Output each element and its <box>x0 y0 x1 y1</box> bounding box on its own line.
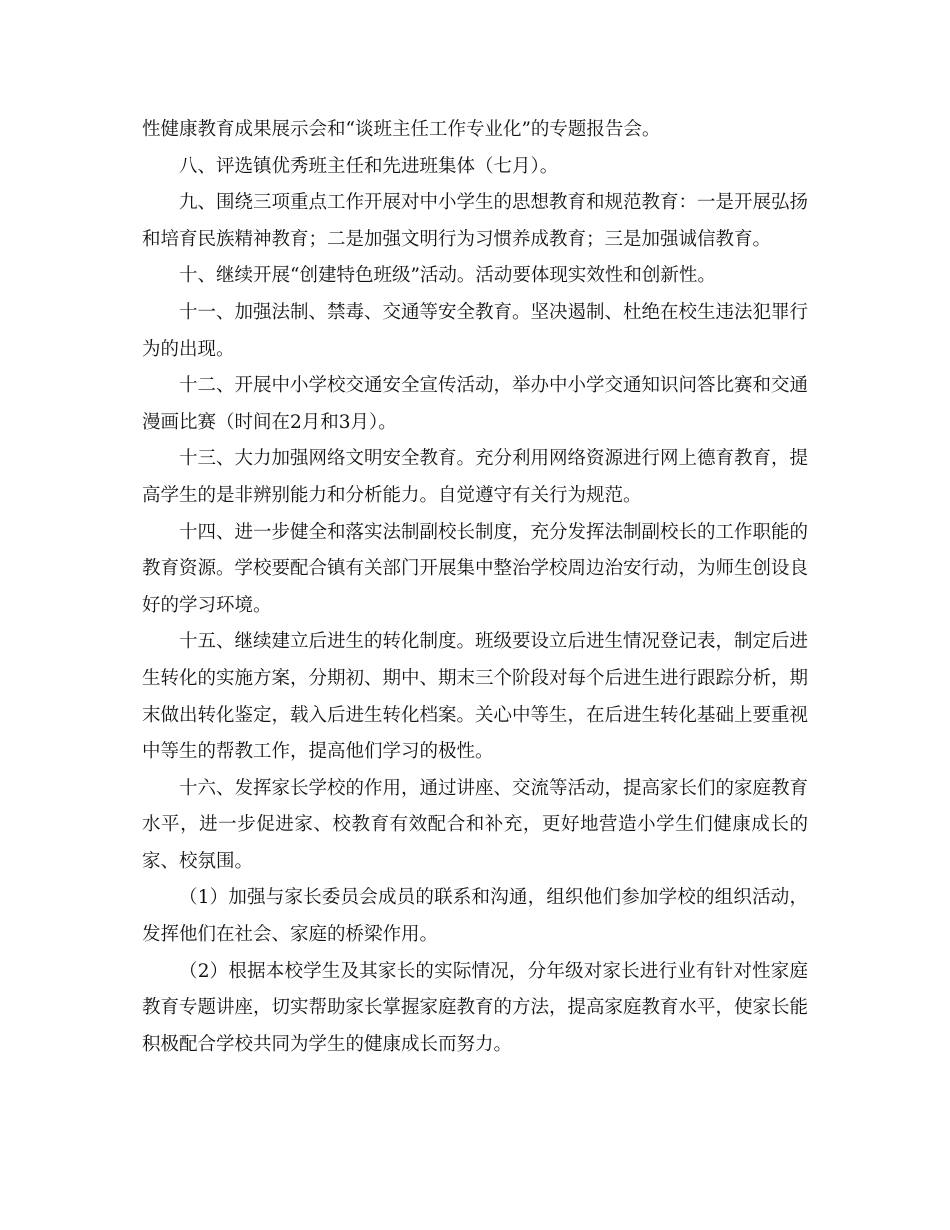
paragraph-item-10: 十、继续开展“创建特色班级”活动。活动要体现实效性和创新性。 <box>179 265 716 287</box>
document-page <box>142 112 808 1063</box>
paragraph-item-12: 十二、开展中小学校交通安全宣传活动，举办中小学交通知识问答比赛和交通漫画比赛（时间在2月和3月）。 <box>142 375 809 433</box>
paragraph-item-13: 十三、大力加强网络文明安全教育。充分利用网络资源进行网上德育教育，提高学生的是非辨别能力和分析能力。自觉遵守有关行为规范。 <box>142 448 809 506</box>
paragraph-item-11: 十一、加强法制、禁毒、交通等安全教育。坚决遏制、杜绝在校生违法犯罪行为的出现。 <box>142 301 809 360</box>
paragraph-continued: 性健康教育成果展示会和“谈班主任工作专业化”的专题报告会。 <box>142 119 661 140</box>
paragraph-item-15: 十五、继续建立后进生的转化制度。班级要设立后进生情况登记表，制定后进生转化的实施方案，分期初、期中、期末三个阶段对每个后进生进行跟踪分析，期末做出转化鉴定，载入后进生转化档案。关心中等生，在后进生转化基础上要重视中等生的帮教工作，提高他们学习的极性。 <box>142 631 809 763</box>
paragraph-item-16: 十六、发挥家长学校的作用，通过讲座、交流等活动，提高家长们的家庭教育水平，进一步促进家、校教育有效配合和补充，更好地营造小学生们健康成长的家、校氛围。 <box>142 777 809 872</box>
paragraph-subitem-2: （2）根据本校学生及其家长的实际情况，分年级对家长进行业有针对性家庭教育专题讲座，切实帮助家长掌握家庭教育的方法，提高家庭教育水平，使家长能积极配合学校共同为学生的健康成长而努力。 <box>142 960 809 1055</box>
paragraph-item-8: 八、评选镇优秀班主任和先进班集体（七月）。 <box>179 155 559 177</box>
paragraph-subitem-1: （1）加强与家长委员会成员的联系和沟通，组织他们参加学校的组织活动，发挥他们在社会、家庭的桥梁作用。 <box>142 887 808 946</box>
paragraph-item-14: 十四、进一步健全和落实法制副校长制度，充分发挥法制副校长的工作职能的教育资源。学校要配合镇有关部门开展集中整治学校周边治安行动，为师生创设良好的学习环境。 <box>142 521 809 616</box>
paragraph-item-9: 九、围绕三项重点工作开展对中小学生的思想教育和规范教育：一是开展弘扬和培育民族精神教育；二是加强文明行为习惯养成教育；三是加强诚信教育。 <box>142 192 809 250</box>
